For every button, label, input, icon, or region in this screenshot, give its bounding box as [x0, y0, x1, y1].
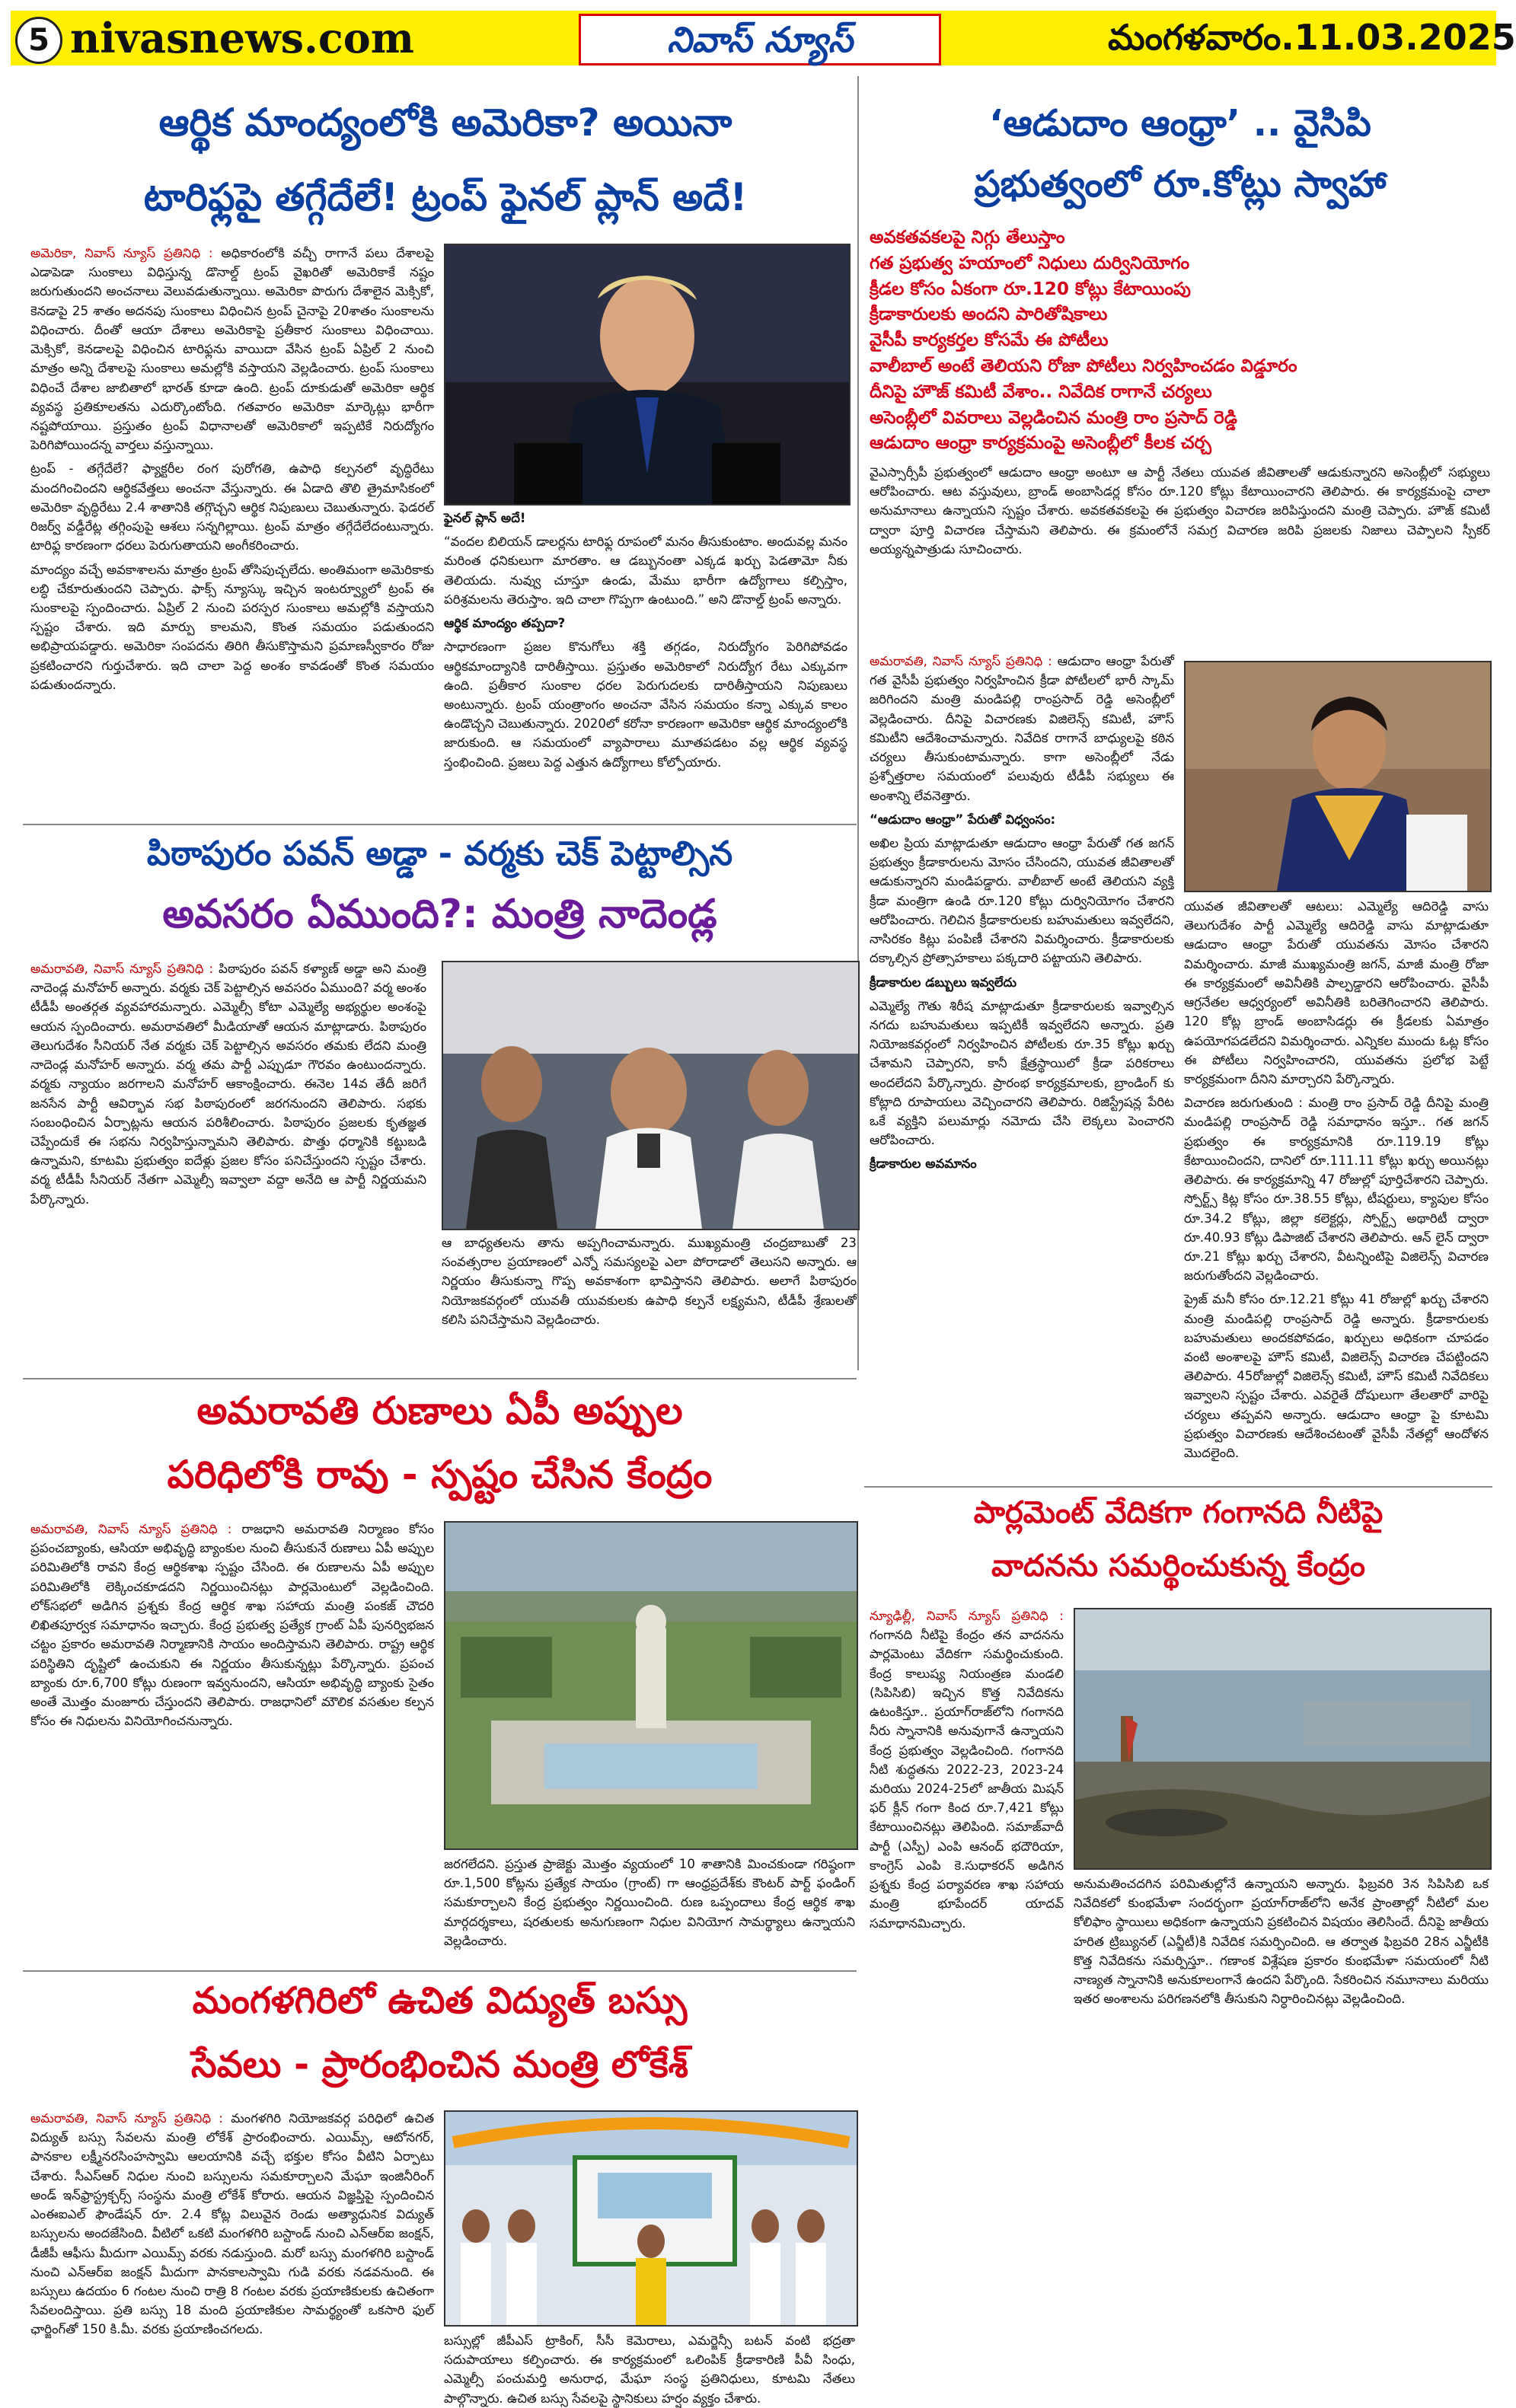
trump-photo — [444, 244, 851, 506]
minister-photo — [1184, 661, 1492, 892]
article4-headline-line1: అమరావతి రుణాలు ఏపీ అప్పుల — [196, 1389, 683, 1433]
article6-paragraph: మంగళగిరి నియోజకవర్గ పరిధిలో ఉచిత విద్యుత్ బస్సు సేవలను మంత్రి లోకేశ్ ప్రారంభించారు. ఎయిమ్స్, ఆటోనగర్, పానకాల లక్ష్మీనరసింహస్వామి ఆలయానికి వచ్చే భక్తుల కోసం వీటిని ఏర్పాటు చేశారు. సీఎస్‌ఆర్ నిధుల నుంచి బస్సులను సమకూర్చాలని మేఘా ఇంజినీరింగ్ అండ్ ఇన్‌ఫ్రాస్ట్రక్చర్స్ సంస్థను మంత్రి లోకేశ్ కోరారు. ఆయన విజ్ఞప్తిపై స్పందించిన ఎంఈఐఎల్ ఫౌండేషన్ రూ. 2.4 కోట్ల విలువైన రెండు అత్యాధునిక విద్యుత్ బస్సులను అందజేసింది. వీటిలో ఒకటి మంగళగిరి బస్టాండ్ నుంచి ఎన్ఆర్ఐ జంక్షన్, డీజీపీ ఆఫీసు మీదుగా ఎయిమ్స్ వరకు నడుస్తుంది. మరో బస్సు మంగళగిరి బస్టాండ్ నుంచి ఎన్ఆర్ఐ జంక్షన్ మీదుగా పానకాలస్వామి గుడి వరకు నడవనుంది. ఈ బస్సులు ఉదయం 6 గంటల నుంచి రాత్రి 8 గంటల వరకు ప్రయాణికులకు ఉచితంగా సేవలందిస్తాయి. ప్రతి బస్సు 18 మంది ప్రయాణికుల సామర్థ్యంతో ఒకసారి ఫుల్ ఛార్జింగ్‌తో 150 కి.మీ. వరకు ప్రయాణించగలదు. — [30, 2111, 434, 2337]
article1-subheading: ఆర్థిక మాంద్యం తప్పదా? — [444, 616, 566, 631]
article1-right-column — [444, 509, 847, 815]
highlight-item: వాలీబాల్ అంటే తెలియని రోజా పోటీలు నిర్వహించడం విడ్డూరం — [870, 356, 1297, 376]
article1-paragraph: మాంద్యం వచ్చే అవకాశాలను మాత్రం ట్రంప్ తోసిపుచ్చలేదు. అంతిమంగా అమెరికాకు లబ్ధి చేకూరుతుందని చెప్పారు. ఫాక్స్ న్యూస్కు ఇచ్చిన ఇంటర్వ్యూలో ట్రంప్ ఈ సుంకాలపై స్పందించారు. ఏప్రిల్ 2 నుంచి పరస్పర సుంకాలు అమల్లోకి వస్తాయని స్పష్టం చేశారు. ఇది మార్పు కాలమని, కొంత సమయం పడుతుందని అభిప్రాయపడ్డారు. అమెరికా సంపదను తిరిగి తీసుకొస్తామని ప్రమాణస్వీకారం రోజు ప్రకటించారని గుర్తుచేశారు. ఇది చాలా పెద్ద అంశం కావడంతో కొంత సమయం పడుతుందన్నారు. — [30, 562, 434, 692]
article3-byline: అమరావతి, నివాస్ న్యూస్ ప్రతినిధి : — [30, 962, 214, 976]
highlight-item: వైసీపీ కార్యకర్తల కోసమే ఈ పోటీలు — [870, 330, 1109, 351]
highlight-item: గత ప్రభుత్వ హయాంలో నిధులు దుర్వినియోగం — [870, 253, 1190, 273]
newspaper-brand: నివాస్ న్యూస్ — [579, 14, 941, 65]
article1-paragraph: ట్రంప్ - తగ్గేదేలే? ఫ్యాక్టరీల రంగ పురోగతి, ఉపాధి కల్పనలో వృద్ధిరేటు మందగించిందని ఆర్థికవేత్తలు అంచనా వేస్తున్నారు. ఈ ఏడాది తొలి త్రైమాసికంలో అమెరికా వృద్ధిరేటు 2.4 శాతానికి తగ్గొచ్చని ఆర్థిక నిపుణులు చెబుతున్నారు. ఫెడరల్ రిజర్వ్ వడ్డీరేట్ల తగ్గింపుపై ఆశలు సన్నగిల్లాయి. ట్రంప్ మాత్రం తగ్గేదేలేదంటున్నారు. టారిఫ్ల కారణంగా ధరలు పెరుగుతాయని అంగీకరించారు. — [30, 461, 434, 553]
article3-left-column — [30, 959, 426, 1370]
article6-left-column — [30, 2109, 434, 2375]
article2-paragraph: విచారణ జరుగుతుంది : మంత్రి రాం ప్రసాద్ రెడ్డి దీనిపై మంత్రి మండిపల్లి రాంప్రసాద్ రెడ్డి సమాధానం ఇస్తూ.. గత జగన్ ప్రభుత్వం ఈ కార్యక్రమానికి రూ.119.19 కోట్లు కేటాయించిందని, దానిలో రూ.111.11 కోట్లు ఖర్చు అయినట్లు తెలిపారు. ఈ కార్యక్రమాన్ని 47 రోజుల్లో పూర్తిచేశారని చెప్పారు. స్పోర్ట్స్ కిట్ల కోసం రూ.38.55 కోట్లు, టీషర్టులు, క్యాపుల కోసం రూ.34.2 కోట్లు, జిల్లా కలెక్టర్లు, స్పోర్ట్స్ అథారిటీ ద్వారా రూ.40.93 కోట్లు డిపాజిట్ చేశారని తెలిపారు. ఆన్ లైన్ ద్వారా రూ.21 కోట్లు ఖర్చు చేశారని, వీటన్నింటిపై విజిలెన్స్ విచారణ జరుగుతోందని వెల్లడించారు. — [1184, 1096, 1489, 1284]
article2-subheading: క్రీడాకారుల అవమానం — [870, 1156, 977, 1172]
article2-headline-line2: ప్రభుత్వంలో రూ.కోట్లు స్వాహా — [974, 163, 1387, 206]
article2-quote: “ఆడుదాం ఆంధ్రా” పేరుతో విధ్వంసం: — [870, 812, 1056, 827]
highlight-item: అవకతవకలపై నిగ్గు తేలుస్తాం — [870, 228, 1065, 247]
article6-headline-line2: సేవలు - ప్రారంభించిన మంత్రి లోకేశ్ — [190, 2043, 689, 2086]
article3-right-column — [442, 1233, 857, 1370]
article4-byline: అమరావతి, నివాస్ న్యూస్ ప్రతినిధి : — [30, 1522, 232, 1536]
article2-paragraph: యువత జీవితాలతో ఆటలు: ఎమ్మెల్యే ఆదిరెడ్డి వాసు తెలుగుదేశం పార్టీ ఎమ్మెల్యే ఆదిరెడ్డి వాసు మాట్లాడుతూ ఆడుదాం ఆంధ్రా పేరుతో యువతను మోసం చేశారని విమర్శించారు. మాజీ ముఖ్యమంత్రి జగన్, మాజీ మంత్రి రోజా ఈ కార్యక్రమంలో అవినీతికి పాల్పడ్డారని ఆరోపించారు. వైసీపీ ఆగ్రనేతల ఆధ్వర్యంలో అవినీతికి బరితెగించారని తెలిపారు. 120 కోట్ల బ్రాండ్ అంబాసిడర్లు ఈ క్రీడలకు ఏమాత్రం ఉపయోగపడలేదని విమర్శించారు. ఎన్నికల ముందు ఓట్ల కోసం ఈ పోటీలు నిర్వహించారని, యువతను ప్రలోభ పెట్టే కార్యక్రమంగా దీనిని మార్చారని పేర్కొన్నారు. — [1184, 899, 1489, 1086]
electric-bus-launch-photo — [444, 2110, 858, 2327]
trump-photo-caption: ఫైనల్ ప్లాన్ అదే! — [444, 511, 526, 525]
highlight-item: క్రీడల కోసం ఏకంగా రూ.120 కోట్లు కేటాయింపు — [870, 279, 1191, 299]
highlight-item: క్రీడాకారులకు అందని పారితోషికాలు — [870, 305, 1108, 325]
article1-headline-line2: టారిఫ్లపై తగ్గేదేలే! ట్రంప్ ఫైనల్ ప్లాన్ అదే! — [143, 175, 748, 219]
article2-headline-line1: ‘ఆడుదాం ఆంధ్రా’ .. వైసిపి — [989, 102, 1371, 145]
article1-left-column — [30, 244, 434, 815]
article2-paragraph: ప్రైజ్ మనీ కోసం రూ.12.21 కోట్లు 41 రోజుల్లో ఖర్చు చేశారని మంత్రి మండిపల్లి రాంప్రసాద్ రెడ్డి అన్నారు. క్రీడాకారులకు బహుమతులు అందకపోవడం, ఖర్చులు అధికంగా చూపడం వంటి అంశాలపై హౌస్ కమిటీ, విజిలెన్స్ విచారణ చేపట్టిందని తెలిపారు. 45రోజుల్లో విజిలెన్స్ కమిటీ, హౌస్ కమిటీ నివేదికలు ఇవ్వాలని స్పష్టం చేశారు. ఎవరైతే దోషులుగా తేలతారో వారిపై చర్యలు తప్పవని అన్నారు. ఆడుదాం ఆంధ్రా పై కూటమి ప్రభుత్వం విచారణకు ఆదేశించటంతో వైసీపీ నేతల్లో ఆందోళన మొదలైంది. — [1184, 1292, 1489, 1461]
article1-headline-line1: ఆర్థిక మాంద్యంలోకి అమెరికా? అయినా — [158, 100, 732, 145]
article4-paragraph: జరగలేదని. ప్రస్తుత ప్రాజెక్టు మొత్తం వ్యయంలో 10 శాతానికి మించకుండా గరిష్ఠంగా రూ.1,500 కోట్లను ప్రత్యేక సాయం (గ్రాంట్) గా ఆంధ్రప్రదేశ్‌కు కౌంటర్ పార్ట్ ఫండింగ్ సమకూర్చాలని కేంద్ర ప్రభుత్వం నిర్ణయించింది. రుణ ఒప్పందాలు కేంద్ర ఆర్థిక శాఖ మార్గదర్శకాలు, షరతులకు అనుగుణంగా నిధుల వినియోగ సామర్థ్యాలు ఉన్నాయని వెల్లడించారు. — [444, 1857, 855, 1948]
article2-paragraph: ఆడుదాం ఆంధ్రా పేరుతో గత వైసీపీ ప్రభుత్వం నిర్వహించిన క్రీడా పోటీలలో భారీ స్కామ్ జరిగిందని మంత్రి మండిపల్లి రాంప్రసాద్ రెడ్డి అసెంబ్లీలో వెల్లడించారు. దీనిపై విచారణకు విజిలెన్స్ కమిటీ, హౌస్ కమిటీని ఆదేశించామన్నారు. నివేదిక రాగానే బాధ్యులపై కఠిన చర్యలు తీసుకుంటామన్నారు. కాగా అసెంబ్లీలో నేడు ప్రశ్నోత్తరాల సమయంలో పలువురు టీడీపీ సభ్యులు ఈ అంశాన్ని లేవనెత్తారు. — [870, 654, 1174, 803]
section-divider — [23, 1970, 857, 1972]
article5-right-column — [1074, 1874, 1489, 2377]
article5-left-column — [870, 1606, 1064, 2132]
article6-paragraph: బస్సుల్లో జీపీఎస్ ట్రాకింగ్, సీసీ కెమెరాలు, ఎమర్జెన్సీ బటన్ వంటి భద్రతా సదుపాయాలు కల్పించారు. ఈ కార్యక్రమంలో ఒలింపిక్ క్రీడాకారిణి పీవీ సింధు, ఎమ్మెల్సీ పంచుమర్తి అనురాధ, మేఘా సంస్థ ప్రతినిధులు, కూటమి నేతలు పాల్గొన్నారు. ఉచిత బస్సు సేవలపై స్థానికులు హర్షం వ్యక్తం చేశారు. — [444, 2333, 855, 2406]
article3-headline-line2: అవసరం ఏముంది?: మంత్రి నాదెండ్ల — [162, 891, 717, 937]
article4-headline-line2: పరిధిలోకి రావు - స్పష్టం చేసిన కేంద్రం — [167, 1453, 713, 1497]
article5-headline-line1: పార్లమెంట్ వేదికగా గంగానది నీటిపై — [973, 1495, 1384, 1530]
article4-left-column — [30, 1520, 434, 1961]
article2-intro — [870, 463, 1490, 646]
article6-headline-line1: మంగళగిరిలో ఉచిత విద్యుత్ బస్సు — [192, 1979, 688, 2022]
article5-byline: న్యూఢిల్లీ, నివాస్ న్యూస్ ప్రతినిధి : — [870, 1609, 1064, 1623]
article2-column-b — [1184, 897, 1489, 1481]
article3-paragraph: పిఠాపురం పవన్ కళ్యాణ్ అడ్డా అని మంత్రి నాదెండ్ల మనోహర్ అన్నారు. వర్మకు చెక్ పెట్టాల్సిన అవసరం ఏముంది? వర్మ అంశం టీడీపీ అంతర్గత వ్యవహారమన్నారు. ఎమ్మెల్సీ కోటా ఎమ్మెల్యే అభ్యర్థుల అంశంపై ఆయన స్పందించారు. అమరావతిలో మీడియాతో ఆయన మాట్లాడారు. పిఠాపురం తెలుగుదేశం సీనియర్ నేత వర్మకు చెక్ పెట్టాల్సిన అవసరం తమకు లేదని మంత్రి నాదెండ్ల మనోహర్ అన్నారు. వర్మ తమ పార్టీ ఎప్పుడూ గౌరవం ఉంటుందన్నారు. వర్మకు న్యాయం జరగాలని మనోహర్ ఆకాంక్షించారు. ఈనెల 14వ తేదీ జరిగే జనసేన పార్టీ ఆవిర్భావ సభ పిఠాపురంలో జరగనుందని తెలిపారు. సభకు సంబంధించిన ఏర్పాట్లను ఆయన పరిశీలించారు. పిఠాపురం ప్రజలకు కృతజ్ఞత చెప్పేందుకే ఈ సభను నిర్వహిస్తున్నామని తెలిపారు. పొత్తు ధర్మానికి కట్టుబడి ఉన్నామని, కూటమి ప్రభుత్వం ఐదేళ్లు ప్రజల కోసం పనిచేస్తుందని స్పష్టం చేశారు. వర్మ టీడీపీ సీనియర్ నేతగా ఎమ్మెల్సీ ఇవ్వాలా వద్దా అనేది ఆ పార్టీ నిర్ణయమని పేర్కొన్నారు. — [30, 962, 426, 1207]
issue-date: మంగళవారం.11.03.2025 — [1108, 17, 1516, 58]
ganga-river-photo — [1074, 1608, 1492, 1870]
article5-headline-line2: వాదనను సమర్థించుకున్న కేంద్రం — [991, 1548, 1365, 1584]
highlight-item: అసెంబ్లీలో వివరాలు వెల్లడించిన మంత్రి రాం ప్రసాద్ రెడ్డి — [870, 407, 1237, 428]
highlight-item: ఆడుదాం ఆంధ్రా కార్యక్రమంపై అసెంబ్లీలో కీలక చర్చ — [870, 433, 1212, 454]
section-divider — [23, 824, 857, 825]
article1-byline: అమెరికా, నివాస్ న్యూస్ ప్రతినిధి : — [30, 246, 213, 260]
article3-paragraph: ఆ బాధ్యతలను తాను అప్పగించామన్నారు. ముఖ్యమంత్రి చంద్రబాబుతో 23 సంవత్సరాల ప్రయాణంలో ఎన్నో సమస్యలపై ఎలా పోరాడాలో తెలుసని అన్నారు. ఆ నిర్ణయం తీసుకున్నా గొప్ప అవకాశంగా భావిస్తానని తెలిపారు. అలాగే పిఠాపురం నియోజకవర్గంలో యువతీ యువకులకు ఉపాధి కల్పనే లక్ష్యమని, టీడీపీ శ్రేణులతో కలిసి పనిచేస్తామని వెల్లడించారు. — [442, 1236, 857, 1327]
article1-paragraph: “వందల బిలియన్ డాలర్లను టారిఫ్ల రూపంలో మనం తీసుకుంటాం. అందువల్ల మనం మరింత ధనికులుగా మారతాం. ఆ డబ్బునంతా ఎక్కడ ఖర్చు పెడతామో నీకు తెలియదు. నువ్వు చూస్తూ ఉండు, మేము భారీగా ఉద్యోగాలు కల్పిస్తాం, పరిశ్రమలను తెరుస్తాం. ఇది చాలా గొప్పగా ఉంటుంది.” అని డొనాల్డ్ ట్రంప్ అన్నారు. — [444, 534, 847, 607]
article1-paragraph: అధికారంలోకి వచ్చీ రాగానే పలు దేశాలపై ఎడాపెడా సుంకాలు విధిస్తున్న డొనాల్డ్ ట్రంప్ వైఖరితో అమెరికాకే నష్టం జరుగుతుందని అంచనాలు వెలువడుతున్నాయి. అమెరికా పొరుగు దేశాలైన మెక్సికో, కెనడాపై 25 శాతం అదనపు సుంకాలు విధించిన ట్రంప్ చైనాపై 20శాతం సుంకాలను విధించారు. దీంతో ఆయా దేశాలు అమెరికాపై ప్రతీకార సుంకాలు విధించాయి. మెక్సికో, కెనడాలపై విధించిన టారిఫ్లను వాయిదా వేసిన ట్రంప్ ఏప్రిల్ 2 నుంచి మాత్రం అన్ని దేశాలపై సుంకాలు అమల్లోకి వస్తాయని వెల్లడించారు. ట్రంప్ సుంకాలు విధించే దేశాల జాబితాలో భారత్ కూడా ఉంది. ట్రంప్ దూకుడుతో అమెరికా ఆర్థిక వ్యవస్థ ప్రతికూలతను ఎదుర్కొంటోంది. గతవారం అమెరికా మార్కెట్లు భారీగా నష్టపోయాయి. ప్రస్తుతం ట్రంప్ విధానాలతో అమెరికాలో ఇప్పటికే నిరుద్యోగం పెరిగిపోయిందన్న వార్తలు వస్తున్నాయి. — [30, 246, 434, 453]
article6-right-column — [444, 2331, 855, 2406]
article1-paragraph: సాధారణంగా ప్రజల కొనుగోలు శక్తి తగ్గడం, నిరుద్యోగం పెరిగిపోవడం ఆర్థికమాంద్యానికి దారితీస్తాయి. ప్రస్తుతం అమెరికాలో నిరుద్యోగ రేటు ఎక్కువగా ఉంది. ప్రతీకార సుంకాల ధరల పెరుగుదలకు దారితీస్తాయని నిపుణులు అంటున్నారు. ట్రంప్ యంత్రాంగం అంచనా వేసిన సమయం కన్నా ఎక్కువ కాలం ఉండొచ్చని చెబుతున్నారు. 2020లో కరోనా కారణంగా అమెరికా ఆర్థిక మాంద్యంలోకి జారుకుంది. ఆ సమయంలో వ్యాపారాలు మూతపడటం వల్ల ఆర్థిక వ్యవస్థ స్తంభించింది. ప్రజలు పెద్ద ఎత్తున ఉద్యోగాలు కోల్పోయారు. — [444, 639, 847, 770]
article5-paragraph: గంగానది నీటిపై కేంద్రం తన వాదనను పార్లమెంటు వేదికగా సమర్థించుకుంది. కేంద్ర కాలుష్య నియంత్రణ మండలి (సిపిసిబి) ఇచ్చిన కొత్త నివేదికను ఉటంకిస్తూ.. ప్రయాగ్‌రాజ్‌లోని గంగానది నీరు స్నానానికి అనువుగానే ఉన్నాయని కేంద్ర ప్రభుత్వం వెల్లడించింది. గంగానది నీటి శుద్ధతను 2022-23, 2023-24 మరియు 2024-25లో జాతీయ మిషన్ ఫర్ క్లీన్ గంగా కింద రూ.7,421 కోట్లు కేటాయించినట్లు తెలిపింది. సమాజ్‌వాదీ పార్టీ (ఎస్పీ) ఎంపి ఆనంద్ భదౌరియా, కాంగ్రెస్ ఎంపి కె.సుధాకరన్ అడిగిన ప్రశ్నకు కేంద్ర పర్యావరణ శాఖ సహాయ మంత్రి భూపేందర్ యాదవ్ సమాధానమిచ్చారు. — [870, 1628, 1064, 1931]
article2-subheading: క్రీడాకారుల డబ్బులు ఇవ్వలేదు — [870, 974, 1017, 990]
article4-paragraph: రాజధాని అమరావతి నిర్మాణం కోసం ప్రపంచబ్యాంకు, ఆసియా అభివృద్ధి బ్యాంకుల నుంచి తీసుకునే రుణాలు ఏపీ అప్పుల పరిమితిలోకి రావని కేంద్ర ఆర్థికశాఖ స్పష్టం చేసింది. ఈ రుణాలను ఏపీ అప్పుల పరిమితిలోకి లెక్కించకూడదని నిర్ణయించినట్లు పార్లమెంటులో వెల్లడించింది. లోక్‌సభలో అడిగిన ప్రశ్నకు కేంద్ర ఆర్థిక శాఖ సహాయ మంత్రి పంకజ్ చౌదరి లిఖితపూర్వక సమాధానం ఇచ్చారు. కేంద్ర ప్రభుత్వ ప్రత్యేక గ్రాంట్ ఏపీ పునర్విభజన చట్టం ప్రకారం అమరావతి నిర్మాణానికి సాయం అందిస్తామని తెలిపారు. రాష్ట్ర ఆర్థిక పరిస్థితిని దృష్టిలో ఉంచుకుని ఈ నిర్ణయం తీసుకున్నట్లు పేర్కొన్నారు. ప్రపంచ బ్యాంకు రూ.6,700 కోట్లు రుణంగా ఇవ్వనుందని, ఆసియా అభివృద్ధి బ్యాంకు సైతం అంతే మొత్తం మంజూరు చేస్తుందని తెలిపారు. రాజధానిలో మౌలిక వసతుల కల్పన కోసం ఈ నిధులను వినియోగించనున్నారు. — [30, 1522, 434, 1729]
section-divider — [23, 1378, 857, 1379]
nadendla-press-photo — [442, 961, 860, 1230]
article2-paragraph: ఎమ్మెల్యే గౌతు శిరీష మాట్లాడుతూ క్రీడాకారులకు ఇవ్వాల్సిన నగదు బహుమతులు ఇప్పటికీ ఇవ్వలేదని అన్నారు. ప్రతి నియోజకవర్గంలో నిర్వహించిన పోటీలకు రూ.35 కోట్లు ఖర్చు చేశామని చెప్పారని, కానీ క్షేత్రస్థాయిలో క్రీడా పరికరాలు అందలేదని పేర్కొన్నారు. ప్రారంభ కార్యక్రమాలకు, బ్రాండింగ్ కు కోట్లాది రూపాయలు వెచ్చించారని తెలిపారు. రిజిస్ట్రేషన్ల పేరిట ఒకే వ్యక్తిని పలుమార్లు నమోదు చేసి లెక్కలు పెంచారని ఆరోపించారు. — [870, 998, 1174, 1148]
highlight-item: దీనిపై హౌజ్ కమిటీ వేశాం.. నివేదిక రాగానే చర్యలు — [870, 381, 1212, 402]
article6-byline: అమరావతి, నివాస్ న్యూస్ ప్రతినిధి : — [30, 2111, 223, 2126]
article2-paragraph: వైఎస్సార్సీపీ ప్రభుత్వంలో ఆడుదాం ఆంధ్రా అంటూ ఆ పార్టీ నేతలు యువత జీవితాలతో ఆడుకున్నారని అసెంబ్లీలో సభ్యులు ఆరోపించారు. ఆట వస్తువులు, బ్రాండ్ అంబాసిడర్ల కోసం రూ.120 కోట్లు కేటాయించారని తెలిపారు. ఈ కార్యక్రమంపై చాలా అనుమానాలు ఉన్నాయని స్పష్టం చేశారు. అవకతవకలపై ఈ ప్రభుత్వం విచారణ జరిపిస్తుందని మంత్రి చెప్పారు. హౌజ్ కమిటీ ద్వారా పూర్తి విచారణ చేస్తామని తెలిపారు. ఈ క్రమంలోనే సమగ్ర విచారణ జరిపి ప్రజలకు నిజాలు చెప్పాలని స్పీకర్ అయ్యన్నపాత్రుడు సూచించారు. — [870, 465, 1490, 557]
article3-headline-line1: పిఠాపురం పవన్ అడ్డా - వర్మకు చెక్ పెట్టాల్సిన — [146, 834, 733, 873]
article4-right-column — [444, 1855, 855, 1961]
section-divider — [864, 1486, 1492, 1488]
article2-highlights — [870, 225, 1486, 457]
page-number: 5 — [15, 17, 62, 64]
article2-byline: అమరావతి, నివాస్ న్యూస్ ప్రతినిధి : — [870, 654, 1052, 668]
amaravati-aerial-photo — [444, 1521, 858, 1850]
article2-column-a — [870, 652, 1174, 1481]
article2-paragraph: అఖిల ప్రియ మాట్లాడుతూ ఆడుదాం ఆంధ్రా పేరుతో గత జగన్ ప్రభుత్వం క్రీడాకారులను మోసం చేసిందని, యువత జీవితాలతో ఆడుకున్నారని మండిపడ్డారు. వాలీబాల్ అంటే తెలియని వ్యక్తి క్రీడా మంత్రిగా ఉండి రూ.120 కోట్లు దుర్వినియోగం చేశారని ఆరోపించారు. గెలిచిన క్రీడాకారులకు బహుమతులు ఇవ్వలేదని, నాసిరకం కిట్లు పంపిణీ చేశారని విమర్శించారు. క్రీడాకారులకు దక్కాల్సిన ప్రోత్సాహకాలు పక్కదారి పట్టాయని తెలిపారు. — [870, 835, 1174, 966]
site-name[interactable]: nivasnews.com — [70, 14, 414, 62]
article5-paragraph: అనుమతించదగిన పరిమితుల్లోనే ఉన్నాయని అన్నారు. ఫిబ్రవరి 3న సిపిసిబి ఒక నివేదికలో కుంభమేళా సందర్భంగా ప్రయాగ్‌రాజ్‌లోని అనేక ప్రాంతాల్లో నీటిలో మల కోలిఫాం స్థాయిలు అధికంగా ఉన్నాయని ప్రకటించిన విషయం తెలిసిందే. దీనిపై జాతీయ హరిత ట్రిబ్యునల్ (ఎన్జీటీ)కి నివేదిక సమర్పించింది. ఆ తర్వాత ఫిబ్రవరి 28న ఎన్జీటీకి కొత్త నివేదికను సమర్పిస్తూ.. గణాంక విశ్లేషణ ప్రకారం కుంభమేళా సమయంలో నీటి నాణ్యత స్నానానికి అనుకూలంగానే ఉందని పేర్కొంది. సేకరించిన నమూనాలు మరియు ఇతర అంశాలను పరిగణనలోకి తీసుకుని నిర్ధారించినట్లు వెల్లడించింది. — [1074, 1877, 1489, 2007]
